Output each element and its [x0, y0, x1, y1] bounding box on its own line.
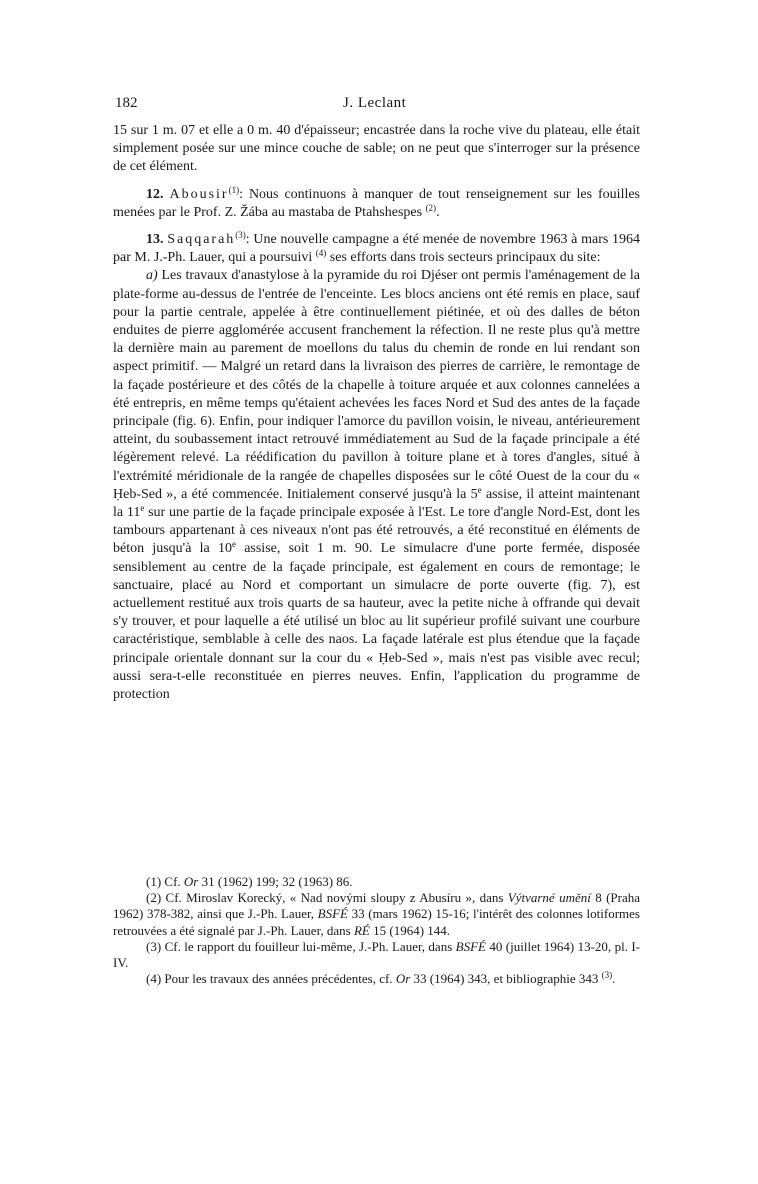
footnote-mark: (1) — [146, 874, 162, 889]
paragraph-a — [113, 267, 640, 704]
footnote-text: 33 (mars 1962) 15-16; l'intérêt des colonnes lotiformes retrouvées a été signalé par J.-Ph. Lauer, dans — [113, 906, 640, 938]
site-name: Saqqarah — [167, 232, 236, 248]
footnote-text: Cf. le rapport du fouilleur lui-même, J.-Ph. Lauer, dans — [161, 938, 456, 954]
paragraph-text: sur une partie de la façade principale exposée à l'Est. Le tore d'angle Nord-Est, dont les tambours appartenant à ces niveaux n'ont pas été retrouvés, a été reconstitué en éléments de béton jusqu'à la 10 — [113, 505, 640, 557]
footnote-text: Cf. Miroslav Korecký, « Nad novými sloupy z Abusíru », dans — [161, 890, 508, 906]
footnote-text: Pour les travaux des années précédentes, cf. — [161, 971, 396, 987]
ordinal-suffix: e — [477, 484, 482, 495]
footnote-mark: (3) — [146, 938, 162, 954]
page-header — [113, 95, 640, 119]
journal-abbrev: BSFÉ — [317, 906, 348, 922]
section-text: : Une nouvelle campagne a été menée de novembre 1963 à mars 1964 par M. J.-Ph. Lauer, qui a poursuivi — [113, 232, 640, 266]
running-head: J. Leclant — [343, 95, 407, 111]
journal-abbrev: Or — [395, 971, 411, 987]
main-text — [113, 122, 640, 704]
footnote-1 — [113, 874, 640, 890]
page-number: 182 — [115, 95, 138, 111]
paragraph-text: assise, soit 1 m. 90. Le simulacre d'une porte fermée, disposée sensiblement au centre de la façade principale, est également en cours de remontage; le sanctuaire, placé au Nord et comportant un simulacre de porte ouverte (fig. 7), est actuellement restitué aux trois quarts de sa hauteur, avec la petite niche à offrande qui devait s'y trouver, et pour laquelle a été utilisé un bloc au lit supérieur profilé suivant une courbure caractéristique, semblable à celle des naos. La façade latérale est plus étendue que la façade principale orientale donnant sur la cour du « Ḥeb-Sed », mais n'est pas visible avec recul; aussi sera-t-elle reconstituée en pierres neuves. Enfin, l'application du programme de protection — [113, 541, 640, 703]
section-number: 12. — [146, 186, 164, 202]
footnotes — [113, 874, 640, 987]
footnote-ref: (4) — [315, 248, 327, 259]
ordinal-suffix: e — [231, 539, 236, 550]
footnote-text: Cf. — [161, 874, 184, 889]
journal-title: Výtvarné umění — [507, 890, 591, 906]
journal-abbrev: RÉ — [353, 922, 370, 938]
footnote-3 — [113, 939, 640, 971]
footnote-ref: (2) — [425, 202, 437, 213]
footnote-ref: (1) — [228, 184, 240, 195]
journal-abbrev: Or — [183, 874, 199, 889]
footnote-ref: (3) — [235, 230, 246, 241]
journal-abbrev: BSFÉ — [455, 938, 486, 954]
footnote-text: 40 (juillet 1964) 13-20, pl. I-IV. — [113, 938, 640, 971]
section-text: . — [436, 204, 440, 220]
paragraph-text: assise, il atteint maintenant la 11 — [113, 486, 640, 521]
section-text: : Nous continuons à manquer de tout renseignement sur les fouilles menées par le Prof. Z. Žába au mastaba de Ptahshespes — [113, 186, 641, 220]
footnote-4 — [113, 971, 640, 987]
footnote-ref: (3) — [601, 970, 613, 981]
ordinal-suffix: e — [140, 503, 145, 514]
section-12 — [113, 186, 640, 222]
footnote-text: 33 (1964) 343, et bibliographie 343 — [410, 971, 602, 987]
footnote-text: 15 (1964) 144. — [369, 922, 451, 938]
footnote-mark: (4) — [146, 971, 162, 987]
footnote-text: . — [612, 971, 616, 987]
section-text: ses efforts dans trois secteurs principaux du site: — [326, 250, 601, 266]
list-label: a) — [146, 268, 158, 284]
site-name: Abousir — [169, 186, 229, 202]
paragraph-intro: 15 sur 1 m. 07 et elle a 0 m. 40 d'épaisseur; encastrée dans la roche vive du plateau, elle était simplement posée sur une mince couche de sable; on ne peut que s'interroger sur la présence de cet élément. — [113, 123, 640, 175]
footnote-text: 31 (1962) 199; 32 (1963) 86. — [198, 874, 353, 889]
section-number: 13. — [146, 232, 164, 248]
footnote-text: 8 (Praha 1962) 378-382, ainsi que J.-Ph. Lauer, — [113, 890, 640, 922]
section-13 — [113, 231, 640, 267]
footnote-mark: (2) — [146, 890, 162, 906]
footnote-2 — [113, 890, 640, 939]
paragraph-text: Les travaux d'anastylose à la pyramide du roi Djéser ont permis l'aménagement de la plate-forme au-dessus de l'entrée de l'enceinte. Les blocs anciens ont été remis en place, sauf pour la partie centrale, appelée à être continuellement piétinée, et où des dalles de béton enduites de pierre agglomérée accusent franchement la réfection. Il ne reste plus qu'à mettre la dernière main au parement de moellons du talus du chemin de ronde en lui rendant son aspect primitif. — Malgré un retard dans la livraison des pierres de carrière, le remontage de la façade postérieure et des côtés de la chapelle à toiture arquée et aux colonnes cannelées a été entrepris, en même temps qu'étaient achevées les faces Nord et Sud des antes de la façade principale (fig. 6). Enfin, pour indiquer l'amorce du pavillon voisin, le niveau, antérieurement atteint, du soubassement intact retrouvé immédiatement au Sud de la façade principale a été légèrement relevé. La réédification du pavillon à toiture plane et à tores d'angles, situé à l'extrémité méridionale de la rangée de chapelles disposées sur le côté Ouest de la cour du « Ḥeb-Sed », a été commencée. Initialement conservé jusqu'à la 5 — [113, 268, 640, 502]
